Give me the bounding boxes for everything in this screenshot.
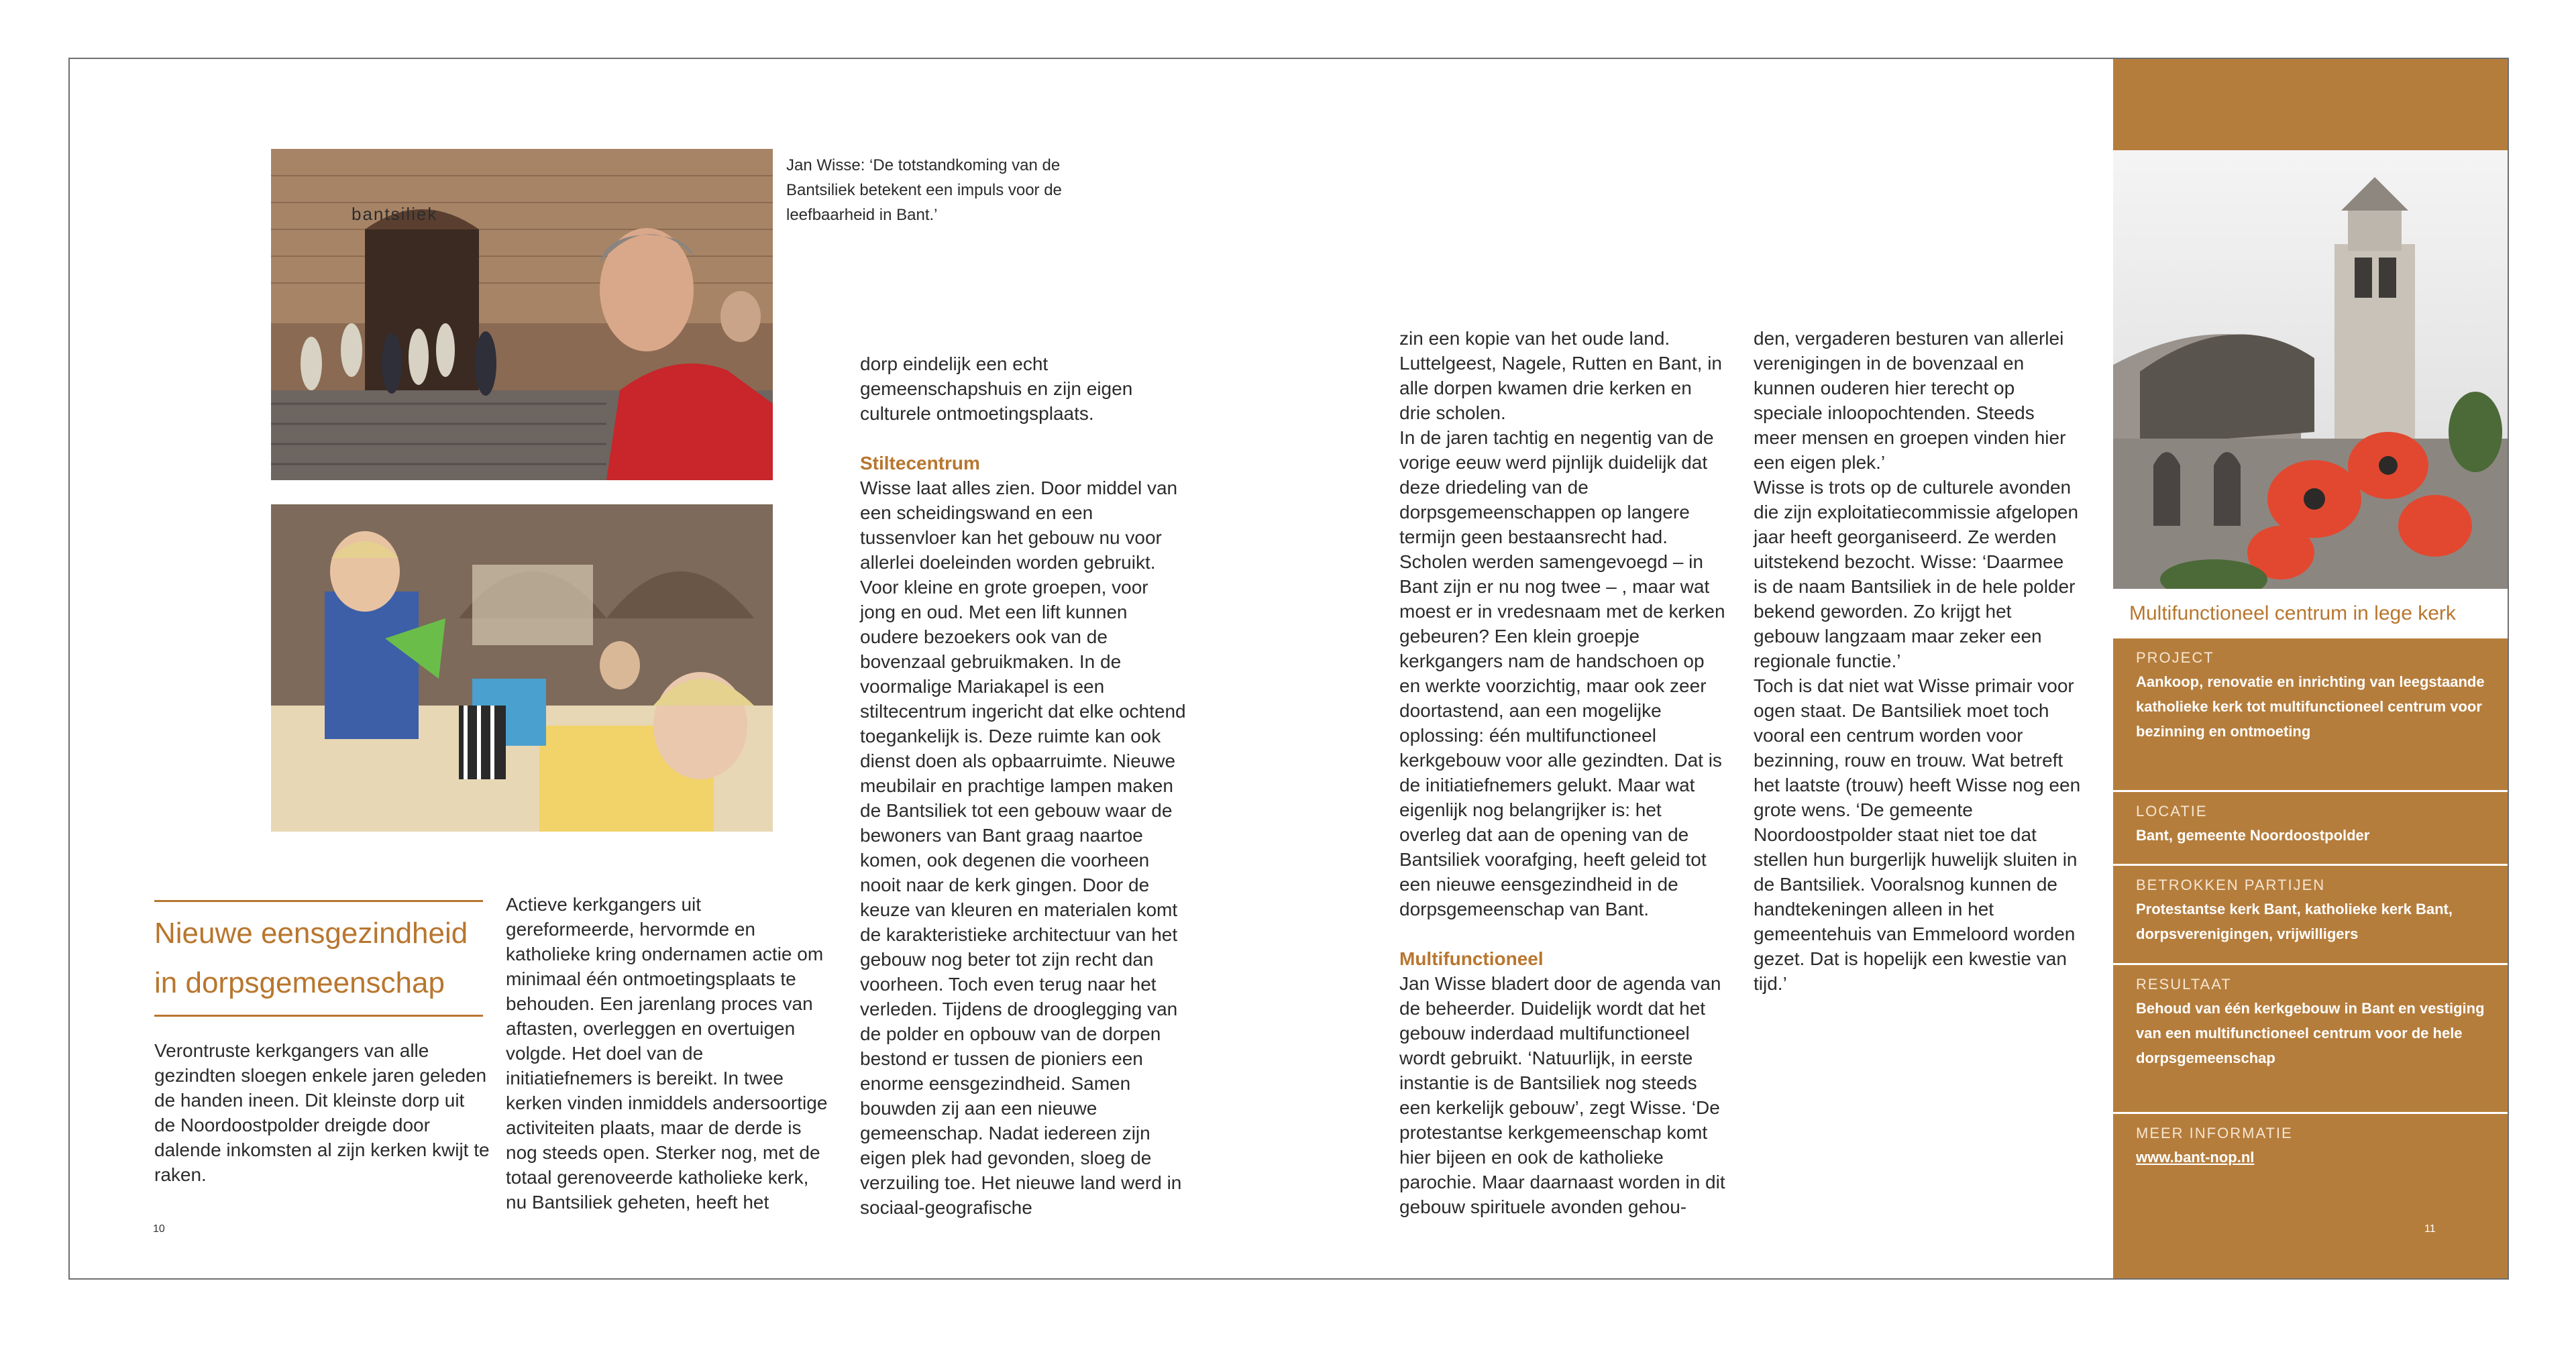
door-sign: bantsiliek: [352, 204, 438, 224]
paragraph: Wisse laat alles zien. Door middel van een scheidingswand en een tussenvloer kan het gebouw nu voor allerlei doeleinden worden gebruikt. Voor kleine en grote groepen, voor jong en oud. Met een lift kunnen oudere bezoekers ook van de bovenzaal gebruikmaken. In de voormalige Mariakapel is een stiltecentrum ingericht dat elke ochtend toegankelijk is. Deze ruimte kan ook dienst doen als opbaarruimte. Nieuwe meubilair en prachtige lampen maken de Bantsiliek tot een gebouw waar de bewoners van Bant graag naartoe komen, ook degenen die voorheen nooit naar de kerk gingen. Door de keuze van kleuren en materialen komt de karakteristieke architectuur van het gebouw nog beter tot zijn recht dan voorheen. Toch even terug naar het verleden. Tijdens de drooglegging van de polder en opbouw van de dorpen bestond er tussen de pioniers een enorme eensgezindheid. Samen bouwden zij aan een nieuwe gemeenschap. Nadat iedereen zijn eigen plek had gevonden, sloeg de verzuiling toe. Het nieuwe land werd in sociaal-geografische: [860, 478, 1186, 1218]
sidebar-title: Multifunctioneel centrum in lege kerk: [2113, 589, 2509, 638]
paragraph: In de jaren tachtig en negentig van de vorige eeuw werd pijnlijk duidelijk dat deze driedeling van de dorpsgemeenschappen op langere termijn geen bestaansrecht had. Scholen werden samengevoegd – in Bant zijn er nu nog twee – , maar wat moest er in vredesnaam met de kerken gebeuren? Een klein groepje kerkgangers nam de handschoen op en werkte voorzichtig, maar ook zeer doortastend, aan een mogelijke oplossing: één multifunctioneel kerkgebouw voor alle gezindten. Dat is de initiatiefnemers gelukt. Maar wat eigenlijk nog belangrijker is: het overleg dat aan de opening van de Bantsiliek voorafging, heeft geleid tot een nieuwe eensgezindheid in de dorpsgemeenschap van Bant.: [1399, 427, 1725, 919]
info-sidebar: [2113, 59, 2509, 1280]
page-number-left: 10: [153, 1223, 165, 1235]
headline-line-1: Nieuwe eensgezindheid: [154, 917, 468, 950]
section-label: LOCATIE: [2136, 803, 2208, 820]
text-column-5: [1754, 326, 2082, 996]
section-value: Aankoop, renovatie en inrichting van leegstaande katholieke kerk tot multifunctioneel centrum voor bezinning en ontmoeting: [2136, 673, 2485, 740]
text-column-3: [860, 351, 1189, 1220]
subheading-multifunctioneel: Multifunctioneel: [1399, 948, 1544, 969]
sidebar-section-meer-informatie: [2113, 1112, 2509, 1170]
paragraph: zin een kopie van het oude land. Luttelgeest, Nagele, Rutten en Bant, in alle dorpen kwamen drie kerken en drie scholen.: [1399, 328, 1722, 423]
sidebar-section-resultaat: [2113, 963, 2509, 1070]
text-column-4: [1399, 326, 1728, 1219]
section-label: RESULTAAT: [2136, 976, 2232, 993]
paragraph: Wisse is trots op de culturele avonden die zijn exploitatiecommissie afgelopen jaar heeft georganiseerd. Ze werden uitstekend bezocht. Wisse: ‘Daarmee is de naam Bantsiliek in de hele polder bekend geworden. Zo krijgt het gebouw langzaam maar zeker een regionale functie.’: [1754, 477, 2079, 671]
article-headline: [154, 900, 483, 1017]
paragraph: Actieve kerkgangers uit gereformeerde, hervormde en katholieke kring ondernamen actie om minimaal één ontmoetingsplaats te behouden. Een jarenlang proces van aftasten, overleggen en overtuigen volgde. Het doel van de initiatiefnemers is bereikt. In twee kerken vinden inmiddels andersoortige activiteiten plaats, maar de derde is nog steeds open. Sterker nog, met de totaal gerenoveerde katholieke kerk, nu Bantsiliek geheten, heeft het: [506, 894, 828, 1213]
page-number-right: 11: [2424, 1223, 2436, 1235]
photo-jan-wisse: [271, 149, 773, 480]
subheading-stiltecentrum: Stiltecentrum: [860, 453, 980, 473]
sidebar-section-partijen: [2113, 864, 2509, 946]
photo-caption: Jan Wisse: ‘De totstandkoming van de Bantsiliek betekent een impuls voor de leefbaarheid in Bant.’: [786, 156, 1062, 224]
photo-children-crafting: [271, 504, 773, 832]
website-link[interactable]: www.bant-nop.nl: [2136, 1149, 2255, 1166]
section-label: MEER INFORMATIE: [2136, 1125, 2293, 1141]
section-value: Bant, gemeente Noordoostpolder: [2136, 827, 2370, 844]
paragraph: Jan Wisse bladert door de agenda van de beheerder. Duidelijk wordt dat het gebouw inderdaad multifunctioneel wordt gebruikt. ‘Natuurlijk, in eerste instantie is de Bantsiliek nog steeds een kerkelijk gebouw’, zegt Wisse. ‘De protestantse kerkgemeenschap komt hier bijeen en ook de katholieke parochie. Maar daarnaast worden in dit gebouw spirituele avonden gehou-: [1399, 973, 1725, 1217]
section-value: Behoud van één kerkgebouw in Bant en vestiging van een multifunctioneel centrum voor de hele dorpsgemeenschap: [2136, 1000, 2485, 1066]
paragraph: den, vergaderen besturen van allerlei verenigingen in de bovenzaal en kunnen ouderen hier terecht op speciale inloopochtenden. Steeds meer mensen en groepen vinden hier een eigen plek.’: [1754, 328, 2066, 473]
section-label: PROJECT: [2136, 649, 2214, 666]
section-label: BETROKKEN PARTIJEN: [2136, 877, 2326, 893]
sidebar-section-project: [2113, 638, 2509, 740]
paragraph: Toch is dat niet wat Wisse primair voor ogen staat. De Bantsiliek moet toch vooral een centrum worden voor bezinning, rouw en trouw. Wat betreft het laatste (trouw) heeft Wisse nog een grote wens. ‘De gemeente Noordoostpolder staat niet toe dat stellen hun burgerlijk huwelijk sluiten in de Bantsiliek. Vooralsnog kunnen de handtekeningen alleen in het gemeentehuis van Emmeloord worden gezet. Dat is hopelijk een kwestie van tijd.’: [1754, 675, 2081, 994]
article-intro: Verontruste kerkgangers van alle gezindten sloegen enkele jaren geleden de handen ineen. Dit kleinste dorp uit de Noordoostpolder dreigde door dalende inkomsten al zijn kerken kwijt te raken.: [154, 1040, 490, 1185]
headline-line-2: in dorpsgemeenschap: [154, 966, 445, 999]
magazine-spread: [68, 58, 2509, 1280]
section-value: Protestantse kerk Bant, katholieke kerk Bant, dorpsverenigingen, vrijwilligers: [2136, 901, 2453, 942]
photo-church-tower: [2113, 150, 2509, 589]
text-column-2: [506, 892, 835, 1215]
sidebar-section-locatie: [2113, 790, 2509, 848]
paragraph: dorp eindelijk een echt gemeenschapshuis en zijn eigen culturele ontmoetingsplaats.: [860, 353, 1133, 424]
